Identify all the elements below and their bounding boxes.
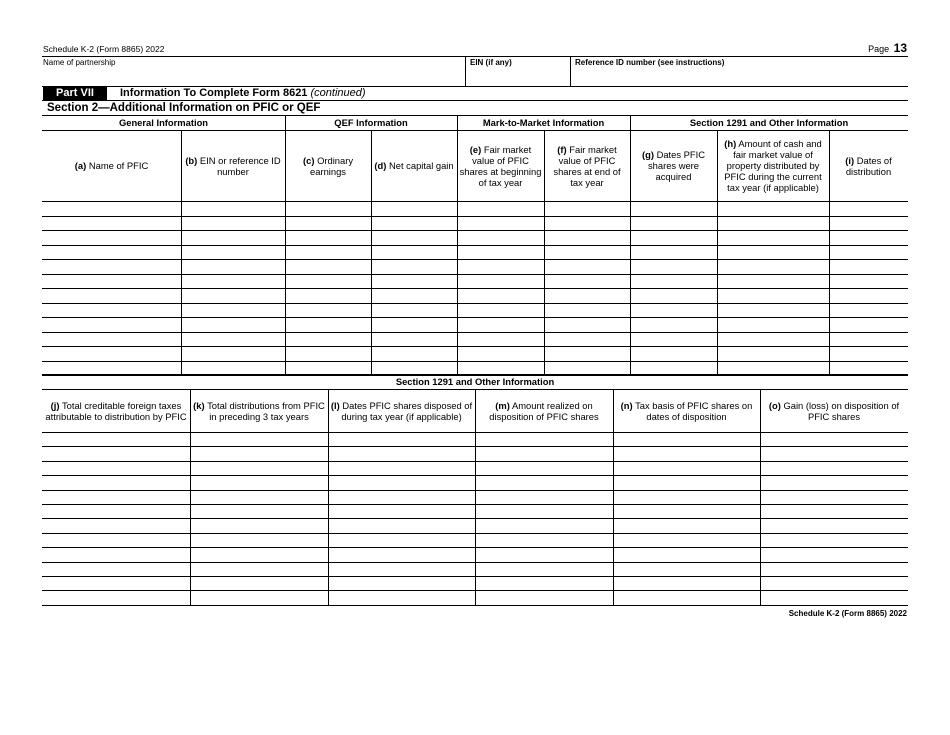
column-letter: (e) [469, 143, 482, 155]
table2-cell[interactable] [191, 505, 327, 517]
table1-cell[interactable] [545, 275, 629, 288]
table1-cell[interactable] [830, 260, 907, 273]
table1-cell[interactable] [545, 333, 629, 346]
table1-cell[interactable] [286, 275, 370, 288]
form-title: Schedule K-2 (Form 8865) 2022 [43, 44, 165, 54]
table1-cell[interactable] [182, 217, 284, 230]
column-label: Total creditable foreign taxes attributable to distribution by PFIC [45, 399, 187, 422]
table2-cell[interactable] [43, 505, 189, 517]
table1-cell[interactable] [545, 347, 629, 360]
table2-cell[interactable] [476, 447, 612, 459]
table1-cell[interactable] [43, 304, 180, 317]
column-label: Gain (loss) on disposition of PFIC shares [783, 399, 900, 422]
table1-cell[interactable] [718, 333, 828, 346]
table2-cell[interactable] [329, 462, 474, 474]
table2-cell[interactable] [614, 433, 759, 445]
table2-cell[interactable] [329, 534, 474, 546]
table1-column-header [373, 131, 455, 200]
table1-cell[interactable] [43, 289, 180, 302]
table2-cell[interactable] [761, 491, 907, 503]
table1-cell[interactable] [372, 333, 456, 346]
table2-cell[interactable] [191, 447, 327, 459]
table2-cell[interactable] [476, 563, 612, 575]
table1-cell[interactable] [372, 260, 456, 273]
table1-cell[interactable] [182, 289, 284, 302]
table1-cell[interactable] [372, 318, 456, 331]
column-letter: (f) [557, 143, 567, 155]
table2-cell[interactable] [761, 476, 907, 488]
table2-cell[interactable] [761, 519, 907, 531]
table1-cell[interactable] [372, 231, 456, 244]
column-label: Tax basis of PFIC shares on dates of disposition [635, 399, 753, 422]
table2-cell[interactable] [614, 447, 759, 459]
table1-cell[interactable] [182, 202, 284, 215]
column-letter: (n) [620, 399, 633, 411]
table2-cell[interactable] [191, 534, 327, 546]
table1-column-header [183, 131, 283, 200]
table1-column-header [44, 131, 179, 200]
table1-cell[interactable] [545, 304, 629, 317]
table2-cell[interactable] [191, 563, 327, 575]
table1-cell[interactable] [458, 333, 543, 346]
table1-cell[interactable] [718, 231, 828, 244]
table1-cell[interactable] [718, 318, 828, 331]
column-label: Fair market value of PFIC shares at beginning of tax year [459, 143, 542, 188]
table1-column-header [459, 131, 542, 200]
table1-cell[interactable] [545, 217, 629, 230]
table1-cell[interactable] [631, 275, 716, 288]
table1-column-header [546, 131, 628, 200]
table2-cell[interactable] [329, 505, 474, 517]
table2-cell[interactable] [329, 433, 474, 445]
table1-cell[interactable] [830, 246, 907, 259]
page-number-label [868, 41, 907, 55]
part-badge: Part VII [43, 87, 107, 100]
part-title [120, 87, 366, 100]
column-letter: (l) [330, 399, 340, 411]
table1-cell[interactable] [631, 333, 716, 346]
column-letter: (g) [641, 149, 654, 160]
part-title-text: Information To Complete Form 8621 [120, 87, 308, 99]
table1-cell[interactable] [182, 318, 284, 331]
table2-cell[interactable] [614, 577, 759, 589]
column-label: Amount realized on disposition of PFIC shares [489, 399, 599, 422]
table1-cell[interactable] [545, 362, 629, 375]
table1-group-header: Section 1291 and Other Information [689, 117, 849, 128]
table1-cell[interactable] [631, 217, 716, 230]
table1-column-header [287, 131, 369, 200]
table2-cell[interactable] [761, 563, 907, 575]
table1-cell[interactable] [43, 318, 180, 331]
table2-cell[interactable] [761, 505, 907, 517]
table1-group-header: QEF Information [334, 117, 408, 128]
table1-cell[interactable] [458, 260, 543, 273]
reference-id-label: Reference ID number (see instructions) [575, 58, 725, 67]
table1-cell[interactable] [631, 231, 716, 244]
table2-cell[interactable] [43, 519, 189, 531]
table1-cell[interactable] [458, 304, 543, 317]
column-letter: (d) [374, 160, 387, 171]
table2-cell[interactable] [614, 563, 759, 575]
table1-cell[interactable] [43, 246, 180, 259]
table1-cell[interactable] [458, 362, 543, 375]
table1-cell[interactable] [458, 289, 543, 302]
table1-cell[interactable] [631, 318, 716, 331]
column-label: EIN or reference ID number [199, 154, 281, 177]
table1-cell[interactable] [372, 362, 456, 375]
table1-cell[interactable] [182, 231, 284, 244]
table1-cell[interactable] [43, 217, 180, 230]
table1-cell[interactable] [718, 304, 828, 317]
section-title: Section 2—Additional Information on PFIC or QEF [47, 102, 321, 114]
table1-cell[interactable] [286, 333, 370, 346]
table1-cell[interactable] [718, 260, 828, 273]
table2-column-header [44, 390, 188, 431]
table2-cell[interactable] [476, 476, 612, 488]
table1-cell[interactable] [43, 231, 180, 244]
table2-cell[interactable] [476, 591, 612, 603]
name-of-partnership-label: Name of partnership [43, 58, 116, 67]
footer-form-title: Schedule K-2 (Form 8865) 2022 [788, 609, 907, 618]
table1-cell[interactable] [372, 275, 456, 288]
table1-cell[interactable] [830, 318, 907, 331]
column-letter: (o) [768, 399, 781, 411]
column-label: Net capital gain [388, 160, 454, 171]
table2-cell[interactable] [43, 563, 189, 575]
table2-cell[interactable] [329, 548, 474, 560]
table1-cell[interactable] [458, 275, 543, 288]
table1-cell[interactable] [458, 318, 543, 331]
table2-cell[interactable] [43, 447, 189, 459]
page-number: 13 [893, 41, 907, 55]
table1-cell[interactable] [286, 304, 370, 317]
table2-cell[interactable] [476, 491, 612, 503]
table2-cell[interactable] [614, 519, 759, 531]
table1-cell[interactable] [830, 202, 907, 215]
table2-cell[interactable] [614, 505, 759, 517]
table2-cell[interactable] [614, 534, 759, 546]
table1-cell[interactable] [458, 231, 543, 244]
table1-cell[interactable] [631, 362, 716, 375]
table2-cell[interactable] [761, 591, 907, 603]
table1-cell[interactable] [830, 289, 907, 302]
table1-cell[interactable] [631, 260, 716, 273]
table1-cell[interactable] [43, 275, 180, 288]
table1-cell[interactable] [718, 246, 828, 259]
column-label: Name of PFIC [88, 160, 149, 171]
table1-cell[interactable] [286, 362, 370, 375]
table2-cell[interactable] [43, 462, 189, 474]
table2-cell[interactable] [614, 476, 759, 488]
column-letter: (h) [724, 138, 737, 149]
column-label: Ordinary earnings [310, 154, 354, 177]
table2-cell[interactable] [191, 491, 327, 503]
table1-cell[interactable] [182, 347, 284, 360]
table1-cell[interactable] [182, 362, 284, 375]
table1-cell[interactable] [43, 260, 180, 273]
table2-cell[interactable] [476, 548, 612, 560]
table1-cell[interactable] [182, 333, 284, 346]
part-title-suffix: (continued) [310, 87, 366, 99]
table2-cell[interactable] [761, 577, 907, 589]
table1-cell[interactable] [372, 217, 456, 230]
table2-column-header [615, 390, 758, 431]
table1-cell[interactable] [718, 217, 828, 230]
table2-cell[interactable] [476, 519, 612, 531]
table1-column-header [719, 131, 827, 200]
table1-cell[interactable] [286, 246, 370, 259]
table2-cell[interactable] [329, 519, 474, 531]
table2-cell[interactable] [476, 462, 612, 474]
table2-cell[interactable] [476, 505, 612, 517]
table1-cell[interactable] [631, 347, 716, 360]
table1-cell[interactable] [182, 260, 284, 273]
table2-cell[interactable] [191, 591, 327, 603]
column-letter: (j) [50, 399, 60, 411]
table2-cell[interactable] [329, 491, 474, 503]
table2-cell[interactable] [191, 476, 327, 488]
table1-cell[interactable] [718, 289, 828, 302]
table2-column-header [330, 390, 473, 431]
column-letter: (k) [193, 399, 205, 411]
column-letter: (i) [845, 154, 855, 166]
table2-cell[interactable] [761, 433, 907, 445]
table2-cell[interactable] [614, 462, 759, 474]
table2-cell[interactable] [43, 534, 189, 546]
table1-cell[interactable] [545, 231, 629, 244]
table1-cell[interactable] [458, 202, 543, 215]
ein-field[interactable] [466, 66, 569, 85]
table1-cell[interactable] [286, 289, 370, 302]
table1-cell[interactable] [182, 246, 284, 259]
column-label: Amount of cash and fair market value of property distributed by PFIC during the current tax year (if applicable) [724, 138, 822, 193]
table1-cell[interactable] [631, 289, 716, 302]
table2-cell[interactable] [329, 563, 474, 575]
column-label: Total distributions from PFIC in preceding 3 tax years [207, 399, 325, 422]
table1-cell[interactable] [718, 347, 828, 360]
table2-cell[interactable] [329, 577, 474, 589]
table1-cell[interactable] [286, 260, 370, 273]
table1-cell[interactable] [43, 202, 180, 215]
table1-column-header [632, 131, 715, 200]
table2-cell[interactable] [43, 476, 189, 488]
ein-label: EIN (if any) [470, 58, 512, 67]
table2-cell[interactable] [761, 447, 907, 459]
column-label: Dates PFIC shares disposed of during tax year (if applicable) [341, 399, 473, 422]
table2-cell[interactable] [191, 462, 327, 474]
table1-cell[interactable] [372, 304, 456, 317]
table1-cell[interactable] [545, 202, 629, 215]
table1-cell[interactable] [545, 289, 629, 302]
table1-cell[interactable] [631, 304, 716, 317]
table1-cell[interactable] [43, 362, 180, 375]
table2-cell[interactable] [191, 433, 327, 445]
table1-cell[interactable] [182, 275, 284, 288]
table2-cell[interactable] [476, 433, 612, 445]
table1-cell[interactable] [458, 217, 543, 230]
table1-cell[interactable] [286, 347, 370, 360]
table1-cell[interactable] [286, 318, 370, 331]
table1-cell[interactable] [830, 333, 907, 346]
table2-cell[interactable] [43, 577, 189, 589]
table1-cell[interactable] [718, 275, 828, 288]
table2-cell[interactable] [614, 491, 759, 503]
table2-cell[interactable] [476, 577, 612, 589]
table2-column-header [762, 390, 906, 431]
table2-cell[interactable] [761, 534, 907, 546]
table1-cell[interactable] [286, 217, 370, 230]
table1-cell[interactable] [718, 362, 828, 375]
table2-cell[interactable] [43, 433, 189, 445]
table2-cell[interactable] [329, 591, 474, 603]
table2-column-header [477, 390, 611, 431]
table2-column-header [192, 390, 326, 431]
table2-cell[interactable] [191, 519, 327, 531]
table2-cell[interactable] [614, 548, 759, 560]
table1-cell[interactable] [830, 347, 907, 360]
table1-cell[interactable] [286, 202, 370, 215]
table1-cell[interactable] [458, 246, 543, 259]
table1-cell[interactable] [830, 275, 907, 288]
table1-cell[interactable] [718, 202, 828, 215]
table1-cell[interactable] [372, 246, 456, 259]
table1-cell[interactable] [545, 246, 629, 259]
column-letter: (m) [495, 399, 510, 411]
reference-id-field[interactable] [571, 66, 907, 85]
column-letter: (c) [302, 154, 315, 166]
table1-cell[interactable] [545, 260, 629, 273]
table1-cell[interactable] [182, 304, 284, 317]
table2-cell[interactable] [43, 491, 189, 503]
table1-group-header: Mark-to-Market Information [482, 117, 605, 128]
table1-cell[interactable] [372, 202, 456, 215]
table2-cell[interactable] [761, 548, 907, 560]
table2-cell[interactable] [329, 447, 474, 459]
table1-cell[interactable] [43, 333, 180, 346]
table1-cell[interactable] [830, 304, 907, 317]
table2-group-header: Section 1291 and Other Information [395, 376, 555, 387]
table1-cell[interactable] [286, 231, 370, 244]
table1-cell[interactable] [43, 347, 180, 360]
table1-cell[interactable] [631, 246, 716, 259]
table2-cell[interactable] [191, 548, 327, 560]
table2-cell[interactable] [43, 591, 189, 603]
table1-cell[interactable] [830, 217, 907, 230]
table2-cell[interactable] [476, 534, 612, 546]
table2-cell[interactable] [761, 462, 907, 474]
column-letter: (a) [74, 160, 87, 171]
table2-cell[interactable] [329, 476, 474, 488]
table1-column-header [831, 131, 906, 200]
table1-cell[interactable] [830, 362, 907, 375]
page-label: Page [868, 44, 890, 54]
table1-cell[interactable] [545, 318, 629, 331]
column-label: Dates of distribution [845, 154, 892, 177]
name-of-partnership-field[interactable] [42, 66, 465, 85]
table1-cell[interactable] [458, 347, 543, 360]
column-label: Dates PFIC shares were acquired [647, 149, 706, 182]
table1-cell[interactable] [830, 231, 907, 244]
table2-cell[interactable] [614, 591, 759, 603]
table1-cell[interactable] [631, 202, 716, 215]
table1-group-header: General Information [118, 117, 209, 128]
table2-cell[interactable] [191, 577, 327, 589]
column-label: Fair market value of PFIC shares at end of tax year [553, 143, 621, 188]
column-letter: (b) [185, 154, 198, 166]
table1-cell[interactable] [372, 289, 456, 302]
table2-cell[interactable] [43, 548, 189, 560]
table1-cell[interactable] [372, 347, 456, 360]
